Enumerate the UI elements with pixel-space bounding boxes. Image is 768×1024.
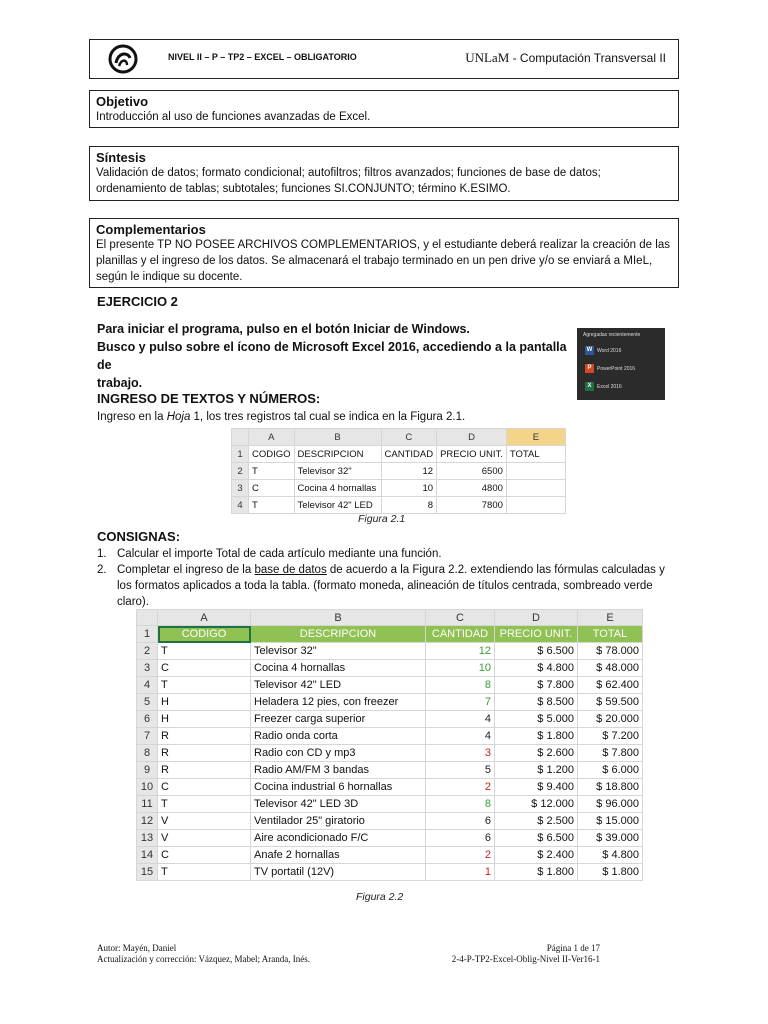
cell: 12 [381, 463, 437, 480]
complementarios-line-2: planillas y el ingreso de los datos. Se almacenará el trabajo terminado en un pen drive y/o se enviará a MIeL, [96, 255, 653, 267]
col-e: E [506, 429, 565, 446]
start-menu-thumbnail [577, 328, 665, 400]
thumb-app-excel: Excel 2016 [597, 384, 622, 390]
complementarios-line-1: El presente TP NO POSEE ARCHIVOS COMPLEMENTARIOS, y el estudiante deberá realizar la creación de las [96, 239, 670, 251]
cell [506, 480, 565, 497]
ingreso-hoja: Hoja [166, 411, 191, 423]
column-header-row [137, 610, 643, 626]
table-row [232, 480, 566, 497]
figure-2-2-table [136, 609, 643, 881]
cell: T [249, 463, 295, 480]
table-row [137, 762, 643, 779]
cell: T [249, 497, 295, 514]
row-number: 12 [137, 813, 158, 830]
header-precio: PRECIO UNIT. [495, 626, 578, 643]
row-number: 6 [137, 711, 158, 728]
cell-precio: $ 9.400 [495, 779, 578, 796]
cell: 10 [381, 480, 437, 497]
col-e: E [578, 610, 643, 626]
cell-descripcion: Radio AM/FM 3 bandas [251, 762, 426, 779]
item-text: Calcular el importe Total de cada artículo mediante una función. [117, 548, 442, 560]
objetivo-title: Objetivo [96, 94, 149, 109]
cell-cantidad: 4 [426, 728, 495, 745]
cell-precio: $ 5.000 [495, 711, 578, 728]
cell-cantidad: 8 [426, 677, 495, 694]
cell-total: $ 78.000 [578, 643, 643, 660]
cell: C [249, 480, 295, 497]
col-a: A [249, 429, 295, 446]
col-a: A [158, 610, 251, 626]
table-row [137, 864, 643, 881]
cell-total: $ 7.200 [578, 728, 643, 745]
cell-codigo: H [158, 694, 251, 711]
col-b: B [251, 610, 426, 626]
cell: Televisor 42" LED [294, 497, 381, 514]
footer-author: Autor: Mayén, Daniel [97, 943, 177, 953]
row-number: 3 [137, 660, 158, 677]
table-row [137, 847, 643, 864]
cell-precio: $ 1.200 [495, 762, 578, 779]
col-b: B [294, 429, 381, 446]
row-number: 10 [137, 779, 158, 796]
header-codigo: CODIGO [158, 626, 251, 643]
cell-total: $ 7.800 [578, 745, 643, 762]
cell-precio: $ 6.500 [495, 830, 578, 847]
cell-cantidad: 7 [426, 694, 495, 711]
table-row [137, 830, 643, 847]
figure-2-1-caption: Figura 2.1 [358, 513, 406, 525]
cell-precio: $ 2.400 [495, 847, 578, 864]
thumb-heading: Agregadas recientemente [583, 332, 641, 338]
col-c: C [381, 429, 437, 446]
objetivo-section [89, 90, 679, 128]
complementarios-title: Complementarios [96, 222, 206, 237]
cell-precio: $ 1.800 [495, 728, 578, 745]
cell: 4800 [437, 480, 507, 497]
cell-codigo: C [158, 660, 251, 677]
corner-cell [137, 610, 158, 626]
cell-cantidad: 1 [426, 864, 495, 881]
cell: TOTAL [506, 446, 565, 463]
sintesis-line-2: ordenamiento de tablas; subtotales; funciones SI.CONJUNTO; término K.ESIMO. [96, 183, 511, 195]
footer-page: Página 1 de 17 [546, 943, 600, 953]
cell-total: $ 20.000 [578, 711, 643, 728]
header-total: TOTAL [578, 626, 643, 643]
row-number: 8 [137, 745, 158, 762]
table-row [137, 643, 643, 660]
header-descripcion: DESCRIPCION [251, 626, 426, 643]
cell-codigo: V [158, 813, 251, 830]
col-c: C [426, 610, 495, 626]
cell-descripcion: Heladera 12 pies, con freezer [251, 694, 426, 711]
cell-descripcion: Radio con CD y mp3 [251, 745, 426, 762]
cell [506, 497, 565, 514]
sintesis-line-1: Validación de datos; formato condicional; autofiltros; filtros avanzados; funciones de base de datos; [96, 167, 601, 179]
column-header-row [232, 429, 566, 446]
cell: Cocina 4 hornallas [294, 480, 381, 497]
cell-codigo: R [158, 745, 251, 762]
cell-cantidad: 6 [426, 813, 495, 830]
table-row [137, 694, 643, 711]
brand-subtitle: - Computación Transversal II [509, 51, 666, 65]
thumb-app-powerpoint: PowerPoint 2016 [597, 366, 636, 372]
footer-right [452, 943, 600, 965]
table-row [137, 728, 643, 745]
cell-total: $ 1.800 [578, 864, 643, 881]
table-row [137, 796, 643, 813]
row-number: 11 [137, 796, 158, 813]
corner-cell [232, 429, 249, 446]
table-row [137, 677, 643, 694]
cell-descripcion: Anafe 2 hornallas [251, 847, 426, 864]
header-course-title: NIVEL II – P – TP2 – EXCEL – OBLIGATORIO [168, 52, 357, 62]
cell-total: $ 4.800 [578, 847, 643, 864]
cell-codigo: V [158, 830, 251, 847]
footer-doc-code: 2-4-P-TP2-Excel-Oblig-Nivel II-Ver16-1 [451, 954, 600, 964]
word-icon: W [586, 347, 593, 353]
objetivo-text: Introducción al uso de funciones avanzadas de Excel. [96, 111, 371, 123]
cell: Televisor 32" [294, 463, 381, 480]
cell-codigo: T [158, 677, 251, 694]
table-row [137, 779, 643, 796]
header-cantidad: CANTIDAD [426, 626, 495, 643]
exercise-title: EJERCICIO 2 [97, 294, 178, 309]
col-d: D [437, 429, 507, 446]
cell-codigo: C [158, 779, 251, 796]
table-header-row [137, 626, 643, 643]
cell: CANTIDAD [381, 446, 437, 463]
row-number: 1 [137, 626, 158, 643]
table-row [137, 745, 643, 762]
cell-descripcion: Televisor 32" [251, 643, 426, 660]
ingreso-title: INGRESO DE TEXTOS Y NÚMEROS: [97, 391, 321, 406]
cell-codigo: T [158, 864, 251, 881]
cell-descripcion: Aire acondicionado F/C [251, 830, 426, 847]
cell-cantidad: 3 [426, 745, 495, 762]
table-row [137, 813, 643, 830]
cell [506, 463, 565, 480]
cell: PRECIO UNIT. [437, 446, 507, 463]
cell-precio: $ 12.000 [495, 796, 578, 813]
cell-precio: $ 4.800 [495, 660, 578, 677]
cell-cantidad: 5 [426, 762, 495, 779]
ingreso-pre: Ingreso en la [97, 411, 167, 423]
row-number: 15 [137, 864, 158, 881]
item-number: 1. [97, 548, 107, 560]
unlam-logo-icon [108, 44, 138, 74]
cell-descripcion: Cocina 4 hornallas [251, 660, 426, 677]
col-d: D [495, 610, 578, 626]
cell-codigo: C [158, 847, 251, 864]
cell-descripcion: Cocina industrial 6 hornallas [251, 779, 426, 796]
cell-total: $ 39.000 [578, 830, 643, 847]
row-number: 2 [137, 643, 158, 660]
complementarios-line-3: según le indique su docente. [96, 271, 243, 283]
cell-total: $ 59.500 [578, 694, 643, 711]
sintesis-section [89, 146, 679, 201]
table-row [232, 446, 566, 463]
cell-precio: $ 7.800 [495, 677, 578, 694]
row-number: 7 [137, 728, 158, 745]
cell-total: $ 18.800 [578, 779, 643, 796]
cell-descripcion: Televisor 42" LED 3D [251, 796, 426, 813]
sintesis-title: Síntesis [96, 150, 146, 165]
cell-descripcion: Ventilador 25" giratorio [251, 813, 426, 830]
intro-line-1: Para iniciar el programa, pulso en el botón Iniciar de Windows. [97, 322, 470, 336]
list-item [97, 562, 675, 610]
intro-line-2: Busco y pulso sobre el ícono de Microsoft Excel 2016, accediendo a la pantalla de [97, 340, 567, 372]
cell: 6500 [437, 463, 507, 480]
excel-icon: X [585, 382, 594, 391]
footer-update: Actualización y corrección: Vázquez, Mabel; Aranda, Inés. [97, 954, 310, 964]
item-text-pre: Completar el ingreso de la [117, 564, 255, 576]
base-de-datos-underlined: base de datos [254, 564, 327, 576]
intro-text [97, 320, 567, 392]
cell-precio: $ 2.500 [495, 813, 578, 830]
item-text-post: de acuerdo a la Figura 2.2. extendiendo las fórmulas calculadas y los formatos aplicados a toda la tabla. (formato moneda, alineación de títulos centrada, sombreado verde claro). [117, 564, 665, 608]
row-number: 14 [137, 847, 158, 864]
thumb-app-word: Word 2016 [597, 348, 622, 354]
cell-descripcion: TV portatil (12V) [251, 864, 426, 881]
row-number: 13 [137, 830, 158, 847]
cell-total: $ 15.000 [578, 813, 643, 830]
row-number: 1 [232, 446, 249, 463]
cell-total: $ 62.400 [578, 677, 643, 694]
cell-descripcion: Radio onda corta [251, 728, 426, 745]
cell: 8 [381, 497, 437, 514]
cell-total: $ 6.000 [578, 762, 643, 779]
cell-cantidad: 6 [426, 830, 495, 847]
footer-left [97, 943, 310, 965]
table-row [232, 497, 566, 514]
header-brand [465, 50, 666, 66]
figure-2-1-table [231, 428, 566, 514]
row-number: 3 [232, 480, 249, 497]
row-number: 2 [232, 463, 249, 480]
cell-codigo: R [158, 762, 251, 779]
row-number: 5 [137, 694, 158, 711]
row-number: 9 [137, 762, 158, 779]
cell-total: $ 48.000 [578, 660, 643, 677]
page-header [89, 39, 679, 79]
cell-cantidad: 2 [426, 847, 495, 864]
cell-cantidad: 4 [426, 711, 495, 728]
cell: 7800 [437, 497, 507, 514]
cell-cantidad: 2 [426, 779, 495, 796]
cell-precio: $ 6.500 [495, 643, 578, 660]
cell-total: $ 96.000 [578, 796, 643, 813]
powerpoint-icon: P [585, 364, 594, 373]
intro-line-3: trabajo. [97, 376, 143, 390]
cell-precio: $ 8.500 [495, 694, 578, 711]
ingreso-text [97, 409, 465, 425]
brand-name: UNLaM [465, 50, 510, 65]
cell-codigo: T [158, 796, 251, 813]
cell-cantidad: 10 [426, 660, 495, 677]
cell-codigo: T [158, 643, 251, 660]
table-row [137, 711, 643, 728]
ingreso-post: 1, los tres registros tal cual se indica en la Figura 2.1. [190, 411, 466, 423]
figure-2-2-caption: Figura 2.2 [356, 891, 404, 903]
cell-codigo: H [158, 711, 251, 728]
list-item [97, 546, 675, 562]
cell-cantidad: 8 [426, 796, 495, 813]
row-number: 4 [232, 497, 249, 514]
cell-cantidad: 12 [426, 643, 495, 660]
consignas-title: CONSIGNAS: [97, 529, 181, 544]
complementarios-section [89, 218, 679, 288]
cell: DESCRIPCION [294, 446, 381, 463]
row-number: 4 [137, 677, 158, 694]
cell-codigo: R [158, 728, 251, 745]
item-number: 2. [97, 564, 107, 576]
cell-precio: $ 1.800 [495, 864, 578, 881]
cell-descripcion: Freezer carga superior [251, 711, 426, 728]
cell-precio: $ 2.600 [495, 745, 578, 762]
table-row [137, 660, 643, 677]
cell: CODIGO [249, 446, 295, 463]
consignas-list [97, 546, 675, 610]
table-row [232, 463, 566, 480]
cell-descripcion: Televisor 42" LED [251, 677, 426, 694]
